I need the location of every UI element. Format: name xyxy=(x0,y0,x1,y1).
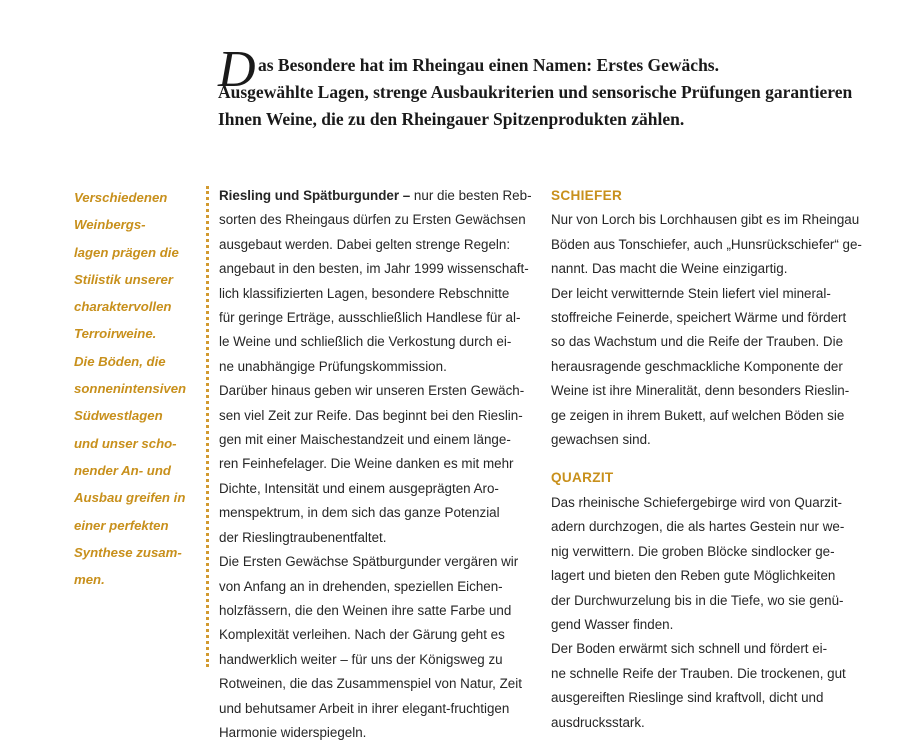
column-riesling-spaetburgunder xyxy=(219,184,532,745)
body-line: Böden aus Tonschiefer, auch „Hunsrückschiefer“ ge- xyxy=(551,236,862,252)
sidebar-quote xyxy=(74,184,199,593)
body-line: nig verwittern. Die groben Blöcke sindlocker ge- xyxy=(551,543,835,559)
body-line: Weine ist ihre Mineralität, denn besonders Rieslin- xyxy=(551,383,850,399)
body-line: ne unabhängige Prüfungskommission. xyxy=(219,358,447,374)
intro-line: Ausgewählte Lagen, strenge Ausbaukriterien und sensorische Prüfungen garantieren xyxy=(218,82,853,102)
sidebar-line: Weinbergs- xyxy=(74,217,146,233)
quarzit-body xyxy=(551,491,863,735)
body-line: Darüber hinaus geben wir unseren Ersten Gewäch- xyxy=(219,383,525,399)
body-line: Das rheinische Schiefergebirge wird von Quarzit- xyxy=(551,494,843,510)
body-line: menspektrum, in dem sich das ganze Potenzial xyxy=(219,505,500,521)
body-line: lagert und bieten den Reben gute Möglichkeiten xyxy=(551,568,836,584)
schiefer-body xyxy=(551,208,863,452)
body-line: nannt. Das macht die Weine einzigartig. xyxy=(551,261,788,277)
sidebar-line: Ausbau greifen in xyxy=(74,490,186,506)
sidebar-line: men. xyxy=(74,572,105,588)
heading-schiefer: SCHIEFER xyxy=(551,188,623,203)
heading-quarzit: QUARZIT xyxy=(551,470,614,486)
body-line: sen viel Zeit zur Reife. Das beginnt bei den Rieslin- xyxy=(219,407,523,423)
body-line: und behutsamer Arbeit in ihrer elegant-fruchtigen xyxy=(219,700,510,716)
sidebar-line: Die Böden, die xyxy=(74,353,166,369)
body-line: ausgebaut werden. Dabei gelten strenge Regeln: xyxy=(219,236,511,252)
body-line: angebaut in den besten, im Jahr 1999 wissenschaft- xyxy=(219,261,529,277)
sidebar-line: und unser scho- xyxy=(74,435,177,451)
body-line: Harmonie widerspiegeln. xyxy=(219,724,367,740)
body-line: so das Wachstum und die Reife der Trauben. Die xyxy=(551,334,844,350)
body-line: gen mit einer Maischestandzeit und einem länge- xyxy=(219,432,511,448)
body-line: der Rieslingtraubenentfaltet. xyxy=(219,529,387,545)
intro-dropcap: D xyxy=(218,41,256,98)
sidebar-line: Südwestlagen xyxy=(74,408,163,424)
body-line: der Durchwurzelung bis in die Tiefe, wo sie genü- xyxy=(551,592,844,608)
sidebar-line: charaktervollen xyxy=(74,299,172,315)
body-line: von Anfang an in drehenden, speziellen Eichen- xyxy=(219,578,503,594)
body-line: Der leicht verwitternde Stein liefert viel mineral- xyxy=(551,285,831,301)
body-line: gewachsen sind. xyxy=(551,432,651,448)
body-line: Komplexität verleihen. Nach der Gärung geht es xyxy=(219,627,505,643)
body-line: handwerklich weiter – für uns der Königsweg zu xyxy=(219,651,503,667)
intro-line: Ihnen Weine, die zu den Rheingauer Spitzenprodukten zählen. xyxy=(218,109,685,129)
body-line: ausgereiften Rieslinge sind kraftvoll, dicht und xyxy=(551,690,824,706)
body-line: le Weine und schließlich die Verkostung durch ei- xyxy=(219,334,512,350)
column1-body xyxy=(219,208,529,745)
body-line: holzfässern, die den Weinen ihre satte Farbe und xyxy=(219,602,512,618)
body-line: Nur von Lorch bis Lorchhausen gibt es im Rheingau xyxy=(551,212,860,228)
body-line: gend Wasser finden. xyxy=(551,616,674,632)
intro-paragraph xyxy=(218,52,858,133)
sidebar-line: Terroirweine. xyxy=(74,326,157,342)
body-line: sorten des Rheingaus dürfen zu Ersten Gewächsen xyxy=(219,212,526,228)
sidebar-line: Verschiedenen xyxy=(74,190,168,205)
intro-line: as Besondere hat im Rheingau einen Namen: Erstes Gewächs. xyxy=(258,55,719,75)
body-line: ren Feinhefelager. Die Weine danken es mit mehr xyxy=(219,456,514,472)
sidebar-line: einer perfekten xyxy=(74,517,169,533)
body-line: für geringe Erträge, ausschließlich Handlese für al- xyxy=(219,310,521,326)
sidebar-line: nender An- und xyxy=(74,462,171,478)
sidebar-line: Synthese zusam- xyxy=(74,544,182,560)
sidebar-line: lagen prägen die xyxy=(74,244,179,260)
sidebar-line: Stilistik unserer xyxy=(74,271,173,287)
body-line: Der Boden erwärmt sich schnell und fördert ei- xyxy=(551,641,828,657)
body-line: Rotweinen, die das Zusammenspiel von Natur, Zeit xyxy=(219,676,522,692)
body-line: stoffreiche Feinerde, speichert Wärme und fördert xyxy=(551,310,847,326)
body-line: Die Ersten Gewächse Spätburgunder vergären wir xyxy=(219,554,519,570)
body-line: ne schnelle Reife der Trauben. Die trockenen, gut xyxy=(551,665,846,681)
body-line: lich klassifizierten Lagen, besondere Rebschnitte xyxy=(219,285,510,301)
body-line: herausragende geschmackliche Komponente der xyxy=(551,358,843,374)
dotted-divider xyxy=(206,186,209,667)
lead-in: Riesling und Spätburgunder – xyxy=(219,188,414,203)
section-gap xyxy=(551,452,863,466)
body-line: ausdrucksstark. xyxy=(551,714,645,730)
column1-first-line xyxy=(219,184,532,208)
sidebar-line: sonnenintensiven xyxy=(74,381,187,397)
first-line-rest: nur die besten Reb- xyxy=(413,188,532,203)
body-line: adern durchzogen, die als hartes Gestein nur we- xyxy=(551,519,845,535)
column-soils xyxy=(551,184,863,735)
body-line: ge zeigen in ihrem Bukett, auf welchen Böden sie xyxy=(551,407,845,423)
body-line: Dichte, Intensität und einem ausgeprägten Aro- xyxy=(219,480,499,496)
